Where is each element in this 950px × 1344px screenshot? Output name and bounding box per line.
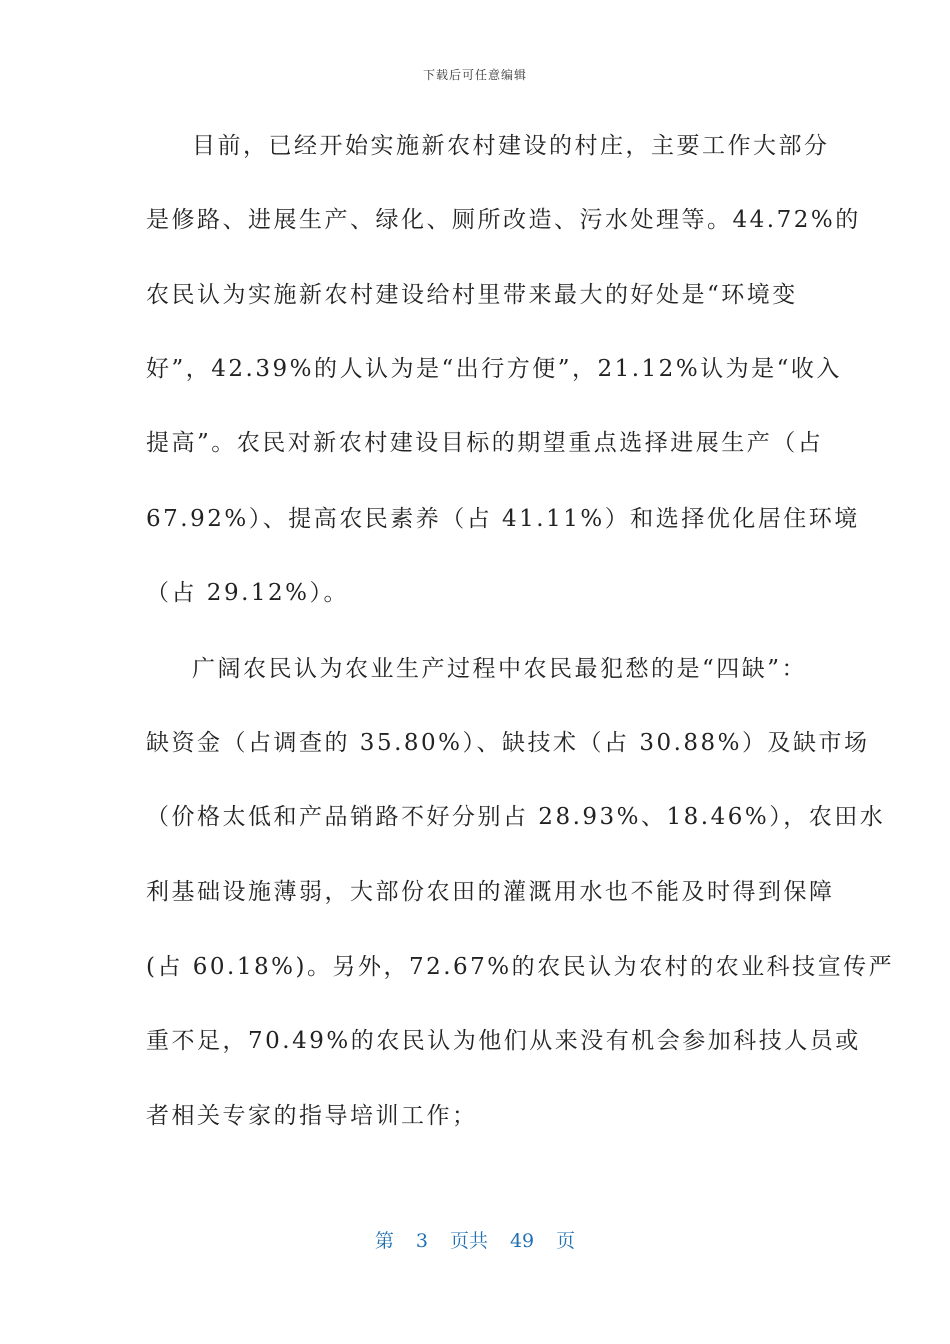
text-line: （价格太低和产品销路不好分别占 28.93%、18.46%），农田水 [146,804,886,830]
footer-total-pages: 49 [509,1230,535,1252]
footer-suffix: 页 [556,1230,576,1252]
text-line: 目前，已经开始实施新农村建设的村庄，主要工作大部分 [192,133,830,159]
text-line: 缺资金（占调查的 35.80%）、缺技术（占 30.88%）及缺市场 [146,730,870,756]
text-line: 好”，42.39%的人认为是“出行方便”，21.12%认为是“收入 [146,356,842,382]
text-line: 者相关专家的指导培训工作； [146,1103,478,1129]
text-line: 广阔农民认为农业生产过程中农民最犯愁的是“四缺”： [192,656,808,682]
footer-middle: 页共 [449,1230,488,1252]
text-line: 利基础设施薄弱，大部份农田的灌溉用水也不能及时得到保障 [146,879,835,905]
footer-prefix: 第 [374,1230,394,1252]
page-footer [0,1226,950,1253]
text-line: 农民认为实施新农村建设给村里带来最大的好处是“环境变 [146,282,798,308]
header-note: 下载后可任意编辑 [422,68,527,82]
text-line: 重不足，70.49%的农民认为他们从来没有机会参加科技人员或 [146,1028,861,1054]
text-line: (占 60.18%)。另外，72.67%的农民认为农村的农业科技宣传严 [146,954,895,980]
text-line: 67.92%）、提高农民素养（占 41.11%）和选择优化居住环境 [146,506,860,532]
text-line: 是修路、进展生产、绿化、厕所改造、污水处理等。44.72%的 [146,207,861,233]
text-line: 提高”。农民对新农村建设目标的期望重点选择进展生产（占 [146,430,824,456]
text-line: （占 29.12%）。 [146,580,350,606]
footer-page-number: 3 [415,1230,428,1252]
